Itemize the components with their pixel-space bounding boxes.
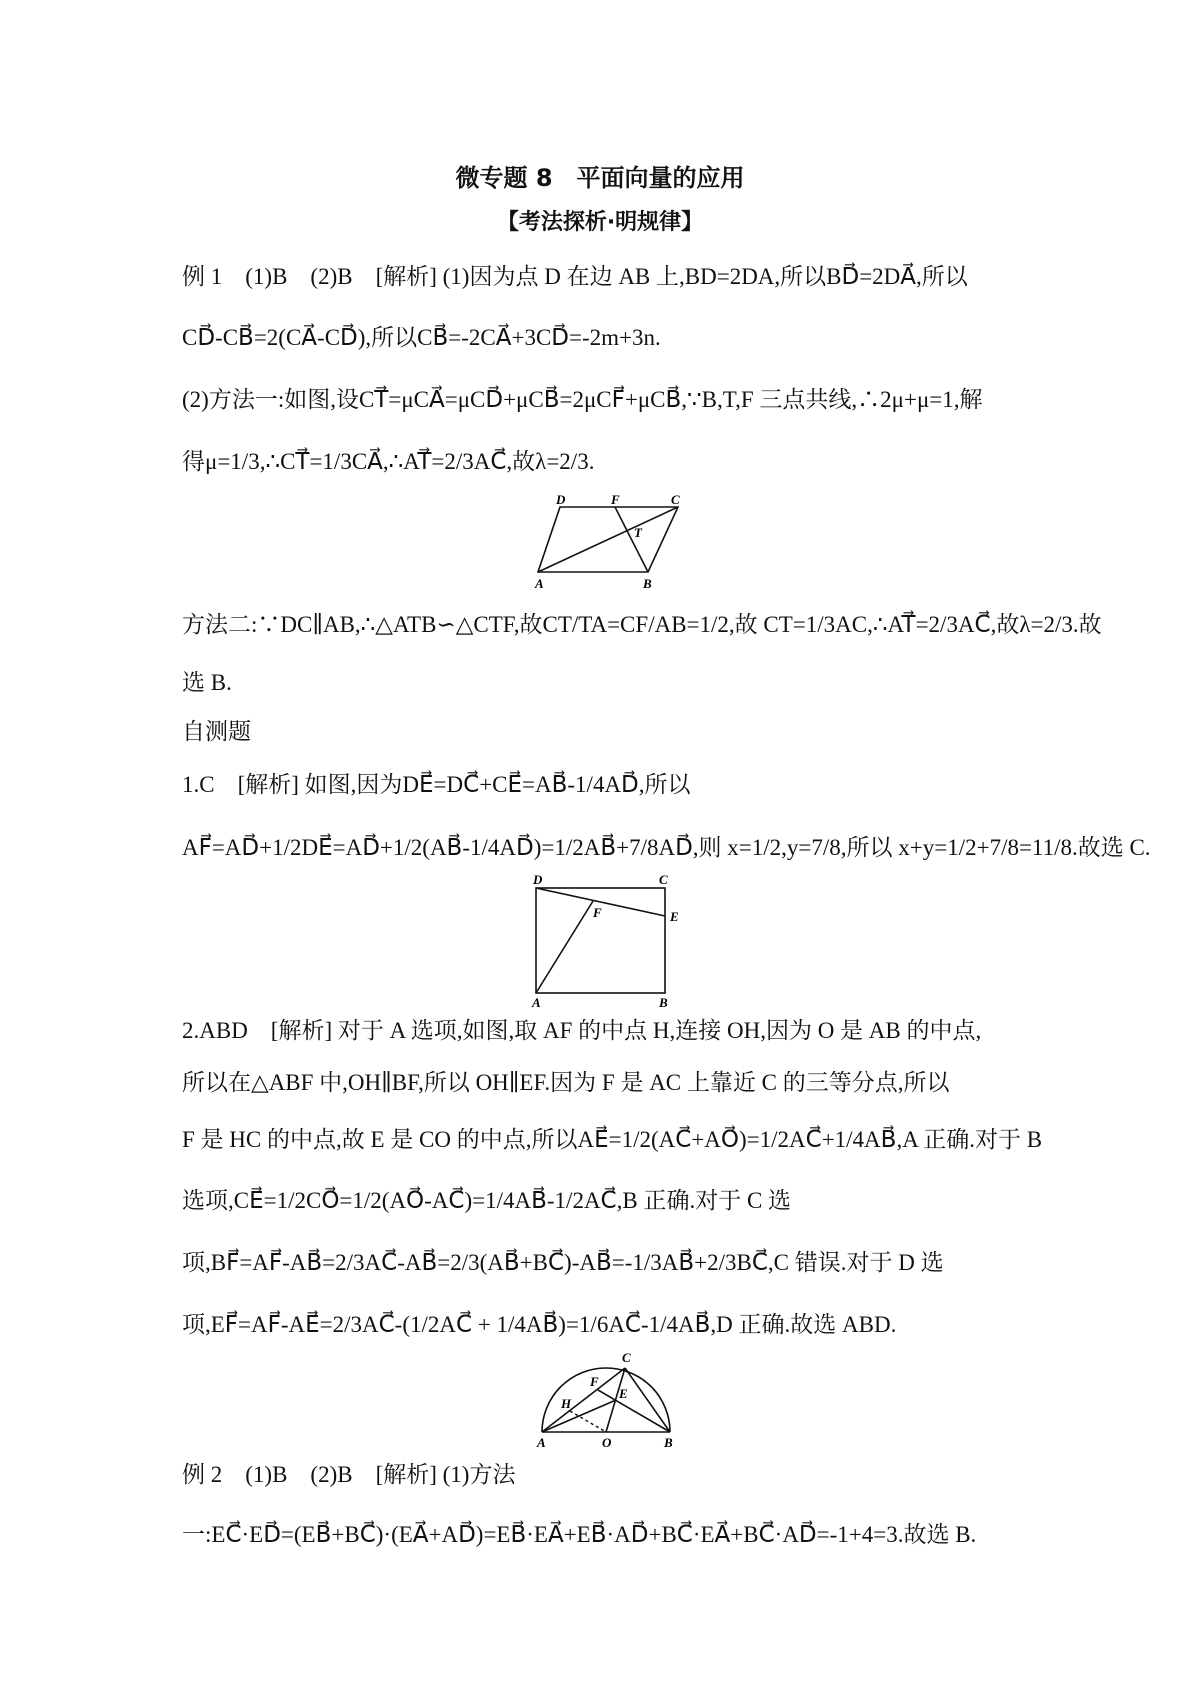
label-a: A bbox=[535, 576, 544, 591]
text-line: 得μ=1/3,∴CT⃗=1/3CA⃗,∴AT⃗=2/3AC⃗,故λ=2/3. bbox=[182, 449, 595, 474]
parallelogram-figure bbox=[530, 495, 690, 595]
text-line: 一:EC⃗·ED⃗=(EB⃗+BC⃗)·(EA⃗+AD⃗)=EB⃗·EA⃗+EB⃗·AD⃗+BC⃗·EA⃗+BC⃗·AD⃗=-1+4=3.故选 B. bbox=[182, 1522, 977, 1547]
label-d: D bbox=[556, 495, 566, 507]
text-line: 方法二:∵DC∥AB,∴△ATB∽△CTF,故CT/TA=CF/AB=1/2,故 CT=1/3AC,∴AT⃗=2/3AC⃗,故λ=2/3.故 bbox=[182, 612, 1102, 637]
label-a: A bbox=[537, 1435, 546, 1450]
text-line: 2.ABD [解析] 对于 A 选项,如图,取 AF 的中点 H,连接 OH,因为 O 是 AB 的中点, bbox=[182, 1018, 982, 1043]
text-line: 例 1 (1)B (2)B [解析] (1)因为点 D 在边 AB 上,BD=2DA,所以BD⃗=2DA⃗,所以 bbox=[182, 264, 968, 289]
label-d: D bbox=[533, 873, 543, 887]
label-t: T bbox=[634, 525, 642, 540]
text-line: 选 B. bbox=[182, 670, 232, 695]
label-f: F bbox=[611, 495, 620, 507]
label-b: B bbox=[659, 995, 668, 1008]
label-f: F bbox=[590, 1374, 599, 1389]
label-a: A bbox=[532, 995, 541, 1008]
label-c: C bbox=[671, 495, 680, 507]
semicircle-figure bbox=[535, 1350, 685, 1450]
text-line: AF⃗=AD⃗+1/2DE⃗=AD⃗+1/2(AB⃗-1/4AD⃗)=1/2AB⃗+7/8AD⃗,则 x=1/2,y=7/8,所以 x+y=1/2+7/8=11/8.故选 C. bbox=[182, 835, 1151, 860]
label-e: E bbox=[670, 909, 679, 924]
text-line: 选项,CE⃗=1/2CO⃗=1/2(AO⃗-AC⃗)=1/4AB⃗-1/2AC⃗,B 正确.对于 C 选 bbox=[182, 1188, 792, 1213]
text-line: 1.C [解析] 如图,因为DE⃗=DC⃗+CE⃗=AB⃗-1/4AD⃗,所以 bbox=[182, 772, 691, 797]
text-line: CD⃗-CB⃗=2(CA⃗-CD⃗),所以CB⃗=-2CA⃗+3CD⃗=-2m+3n. bbox=[182, 325, 661, 350]
label-b: B bbox=[664, 1435, 673, 1450]
page-title: 微专题 8 平面向量的应用 bbox=[455, 164, 745, 192]
label-f: F bbox=[593, 905, 602, 920]
rectangle-figure bbox=[525, 873, 685, 1008]
text-line: 项,BF⃗=AF⃗-AB⃗=2/3AC⃗-AB⃗=2/3(AB⃗+BC⃗)-AB⃗=-1/3AB⃗+2/3BC⃗,C 错误.对于 D 选 bbox=[182, 1250, 944, 1275]
label-c: C bbox=[659, 873, 668, 887]
label-c: C bbox=[622, 1350, 631, 1365]
text-line: F 是 HC 的中点,故 E 是 CO 的中点,所以AE⃗=1/2(AC⃗+AO⃗)=1/2AC⃗+1/4AB⃗,A 正确.对于 B bbox=[182, 1127, 1043, 1152]
text-line: (2)方法一:如图,设CT⃗=μCA⃗=μCD⃗+μCB⃗=2μCF⃗+μCB⃗,∵B,T,F 三点共线,∴2μ+μ=1,解 bbox=[182, 387, 983, 412]
section-subtitle: 【考法探析·明规律】 bbox=[496, 210, 704, 235]
text-line: 自测题 bbox=[182, 719, 251, 744]
label-b: B bbox=[643, 576, 652, 591]
text-line: 例 2 (1)B (2)B [解析] (1)方法 bbox=[182, 1462, 516, 1487]
text-line: 项,EF⃗=AF⃗-AE⃗=2/3AC⃗-(1/2AC⃗ + 1/4AB⃗)=1/6AC⃗-1/4AB⃗,D 正确.故选 ABD. bbox=[182, 1312, 897, 1337]
label-h: H bbox=[561, 1396, 572, 1411]
text-line: 所以在△ABF 中,OH∥BF,所以 OH∥EF.因为 F 是 AC 上靠近 C 的三等分点,所以 bbox=[182, 1070, 950, 1095]
label-o: O bbox=[602, 1435, 612, 1450]
label-e: E bbox=[619, 1386, 628, 1401]
